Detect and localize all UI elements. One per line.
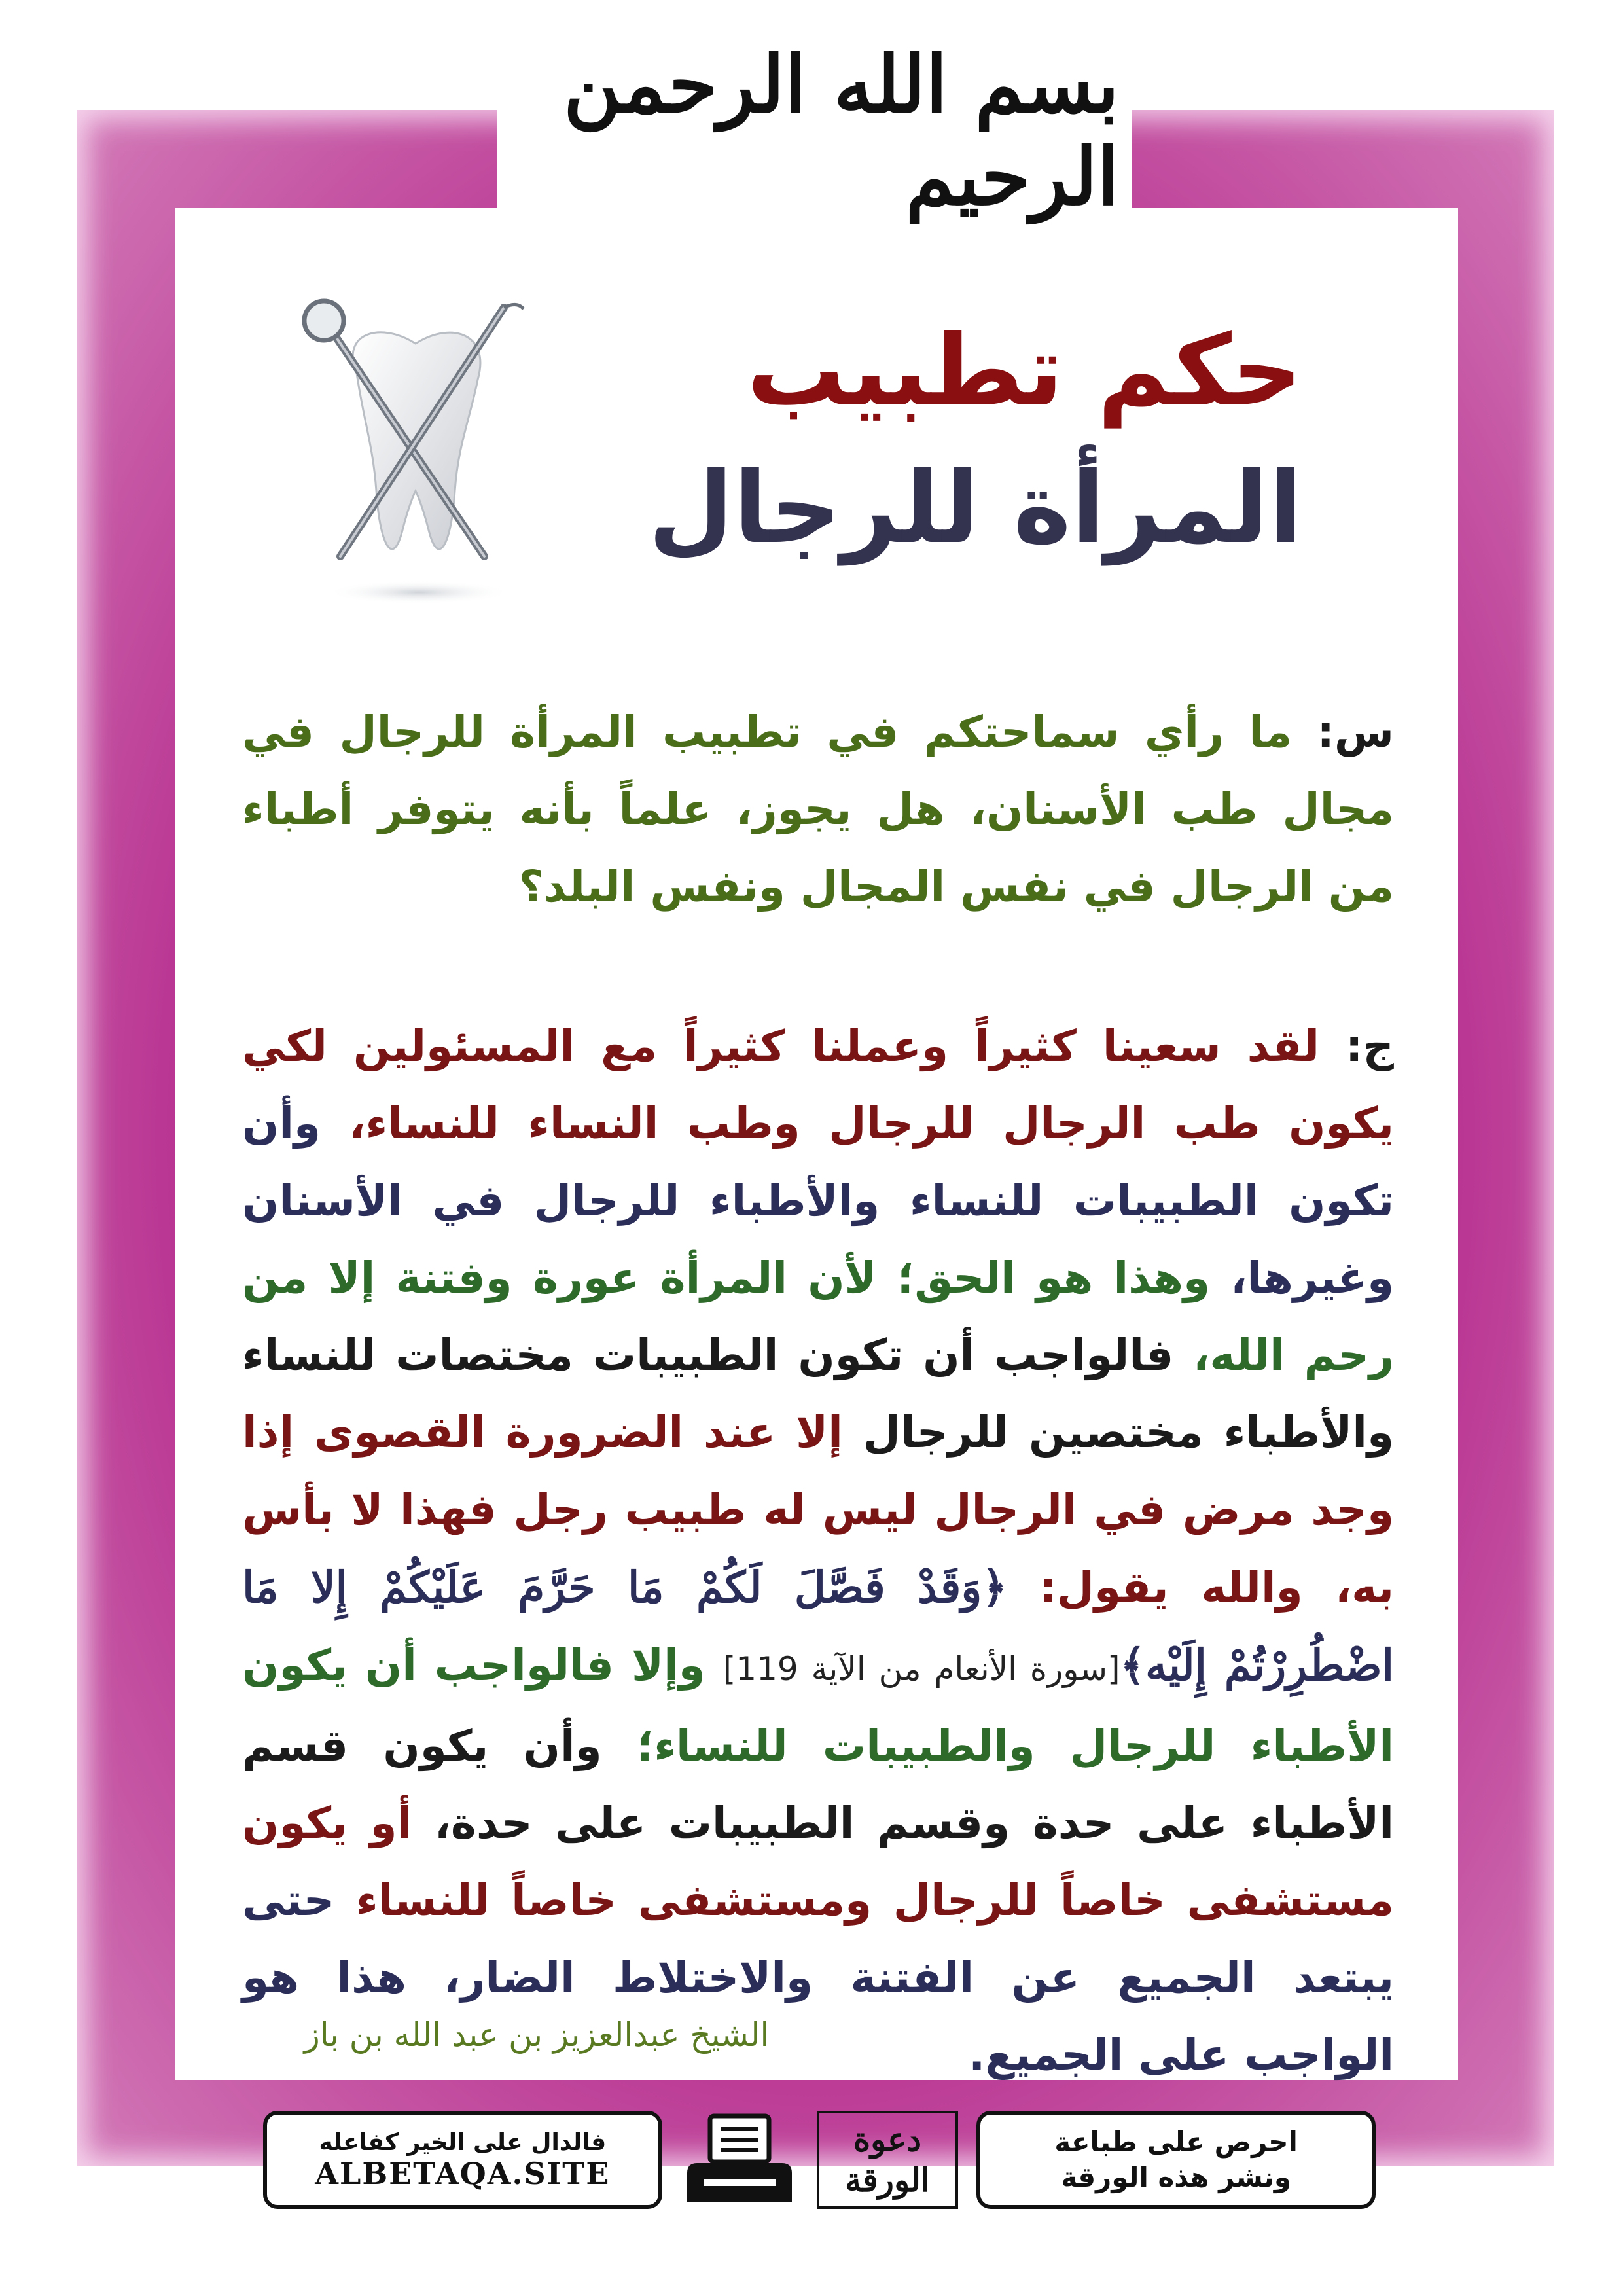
logo-word-1: دعوة: [853, 2120, 922, 2159]
quran-verse: ﴿وَقَدْ فَصَّلَ لَكُمْ مَا حَرَّمَ عَلَيْكُمْ إِلا مَا اضْطُرِرْتُمْ إِلَيْه﴾: [242, 1562, 1395, 1691]
answer-marker: ج:: [1346, 1021, 1394, 1071]
print-reminder-box: [976, 2111, 1376, 2209]
answer-part: وأن يكون قسم الأطباء على حدة وقسم الطبيبات على حدة،: [242, 1721, 1394, 1848]
site-link[interactable]: ALBETAQA.SITE: [315, 2155, 611, 2191]
answer-part: أو يكون مستشفى خاصاً للرجال ومستشفى خاصاً للنساء: [242, 1798, 1394, 1926]
answer-text: [242, 1008, 1394, 2094]
print-reminder-line2: ونشر هذه الورقة: [1061, 2161, 1292, 2193]
page-title-line1: حكم تطبيب: [747, 314, 1302, 428]
answer-part: وأن تكون الطبيبات للنساء والأطباء للرجال في الأسنان وغيرها،: [242, 1098, 1395, 1303]
logo-word-2: الورقة: [845, 2161, 930, 2199]
answer-part: فالواجب أن تكون الطبيبات مختصات للنساء والأطباء مختصين للرجال: [242, 1330, 1394, 1458]
footer-slogan: فالدال على الخير كفاعله: [319, 2128, 607, 2156]
answer-part: لقد سعينا كثيراً وعملنا كثيراً مع المسئولين لكي يكون طب الرجال للرجال وطب النساء للنساء،: [242, 1021, 1394, 1149]
question-marker: س:: [1317, 707, 1394, 757]
footer-bar: [263, 2111, 1376, 2209]
print-reminder-line1: احرص على طباعة: [1054, 2126, 1298, 2158]
answer-part: إلا عند الضرورة القصوى إذا وجد مرض في الرجال ليس له طبيب رجل فهذا لا بأس به، والله يقول:: [242, 1407, 1394, 1613]
answer-part: وهذا هو الحق؛ لأن المرأة عورة وفتنة إلا من رحم الله،: [242, 1253, 1395, 1380]
verse-reference: [سورة الأنعام من الآية 119]: [722, 1650, 1120, 1688]
tooth-dental-tools-icon: [294, 295, 537, 609]
question-body: ما رأي سماحتكم في تطبيب المرأة للرجال في مجال طب الأسنان، هل يجوز، علماً بأنه يتوفر أطباء من الرجال في نفس المجال ونفس البلد؟: [242, 707, 1394, 912]
brand-logo: [817, 2111, 958, 2209]
answer-part: حتى يبتعد الجميع عن الفتنة والاختلاط الضار، هذا هو الواجب على الجميع.: [242, 1875, 1394, 2080]
page-title-line2: المرأة للرجال: [648, 452, 1302, 565]
answer-part: وإلا فالواجب أن يكون الأطباء للرجال والطبيبات للنساء؛: [242, 1640, 1394, 1771]
question-text: [242, 694, 1394, 925]
site-box: [263, 2111, 662, 2209]
basmala: بسم الله الرحمن الرحيم: [563, 39, 1119, 223]
author-attribution: الشيخ عبدالعزيز بن عبد الله بن باز: [304, 2016, 770, 2054]
printer-icon: [681, 2111, 798, 2209]
